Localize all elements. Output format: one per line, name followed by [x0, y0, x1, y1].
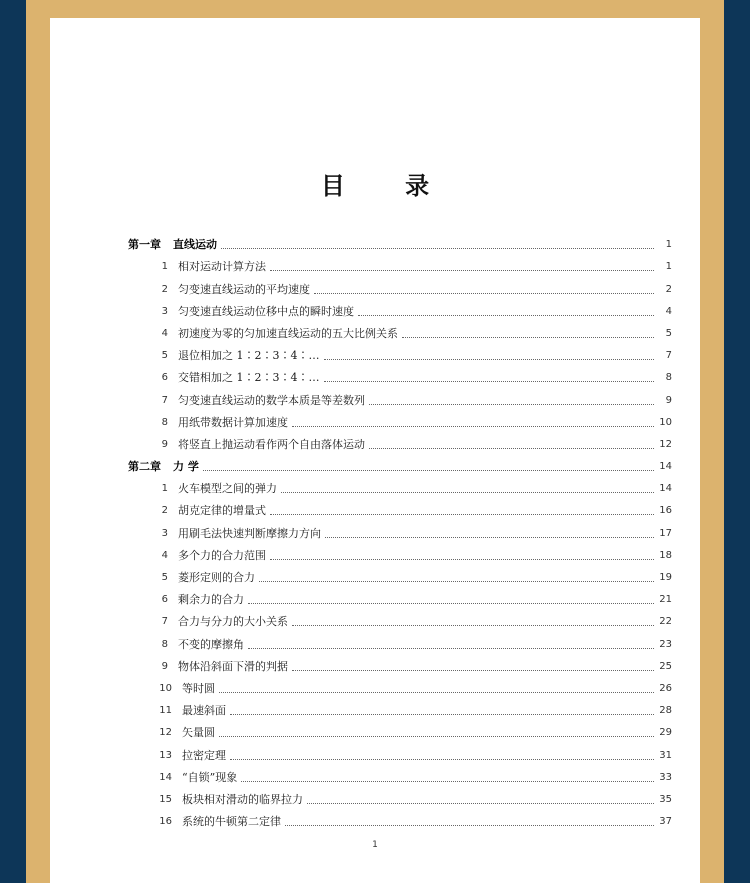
- item-title: 板块相对滑动的临界拉力: [182, 792, 303, 806]
- item-number: 1: [161, 261, 168, 273]
- item-title: 相对运动计算方法: [178, 260, 266, 274]
- page-number: 1: [372, 840, 378, 850]
- toc-item[interactable]: [128, 319, 672, 341]
- page-ref: 12: [659, 438, 672, 450]
- item-title: 多个力的合力范围: [178, 548, 266, 562]
- item-title: 匀变速直线运动的平均速度: [178, 282, 310, 296]
- toc-item[interactable]: [128, 274, 672, 296]
- item-title: 交错相加之 1∶2∶3∶4∶…: [178, 371, 320, 385]
- page-ref: 33: [659, 771, 672, 783]
- item-title: 胡克定律的增量式: [178, 504, 266, 518]
- item-number: 4: [161, 327, 168, 339]
- chapter-title: 直线运动: [173, 238, 217, 252]
- leader-dots: [221, 247, 654, 249]
- leader-dots: [292, 624, 654, 626]
- item-title: 用刷毛法快速判断摩擦力方向: [178, 526, 321, 540]
- chapter-label: 第二章: [128, 460, 161, 474]
- item-title: 系统的牛顿第二定律: [182, 815, 281, 829]
- item-title: 用纸带数据计算加速度: [178, 415, 288, 429]
- item-title: 等时圆: [182, 681, 215, 695]
- item-title: “自锁”现象: [182, 770, 238, 784]
- page-ref: 28: [659, 705, 672, 717]
- toc-item[interactable]: [128, 297, 672, 319]
- page-ref: 14: [659, 461, 672, 473]
- leader-dots: [369, 403, 654, 405]
- chapter-label: 第一章: [128, 238, 161, 252]
- page-ref: 9: [665, 394, 672, 406]
- page-ref: 37: [659, 816, 672, 828]
- page-ref: 25: [659, 660, 672, 672]
- toc-item[interactable]: [128, 496, 672, 518]
- item-title: 拉密定理: [182, 748, 226, 762]
- page-ref: 23: [659, 638, 672, 650]
- page-ref: 2: [665, 283, 672, 295]
- item-number: 16: [159, 816, 172, 828]
- table-of-contents: [128, 230, 672, 829]
- page-ref: 17: [659, 527, 672, 539]
- item-number: 5: [161, 350, 168, 362]
- toc-item[interactable]: [128, 252, 672, 274]
- toc-item[interactable]: [128, 341, 672, 363]
- item-number: 8: [161, 638, 168, 650]
- item-number: 11: [159, 705, 172, 717]
- toc-item[interactable]: [128, 807, 672, 829]
- page-ref: 29: [659, 727, 672, 739]
- toc-item[interactable]: [128, 474, 672, 496]
- page-ref: 5: [665, 327, 672, 339]
- leader-dots: [292, 669, 654, 671]
- leader-dots: [259, 580, 654, 582]
- leader-dots: [358, 314, 654, 316]
- toc-chapter[interactable]: [128, 230, 672, 252]
- toc-item[interactable]: [128, 652, 672, 674]
- item-number: 6: [161, 372, 168, 384]
- toc-item[interactable]: [128, 430, 672, 452]
- page-ref: 1: [665, 261, 672, 273]
- page-sheet: [50, 18, 700, 883]
- leader-dots: [230, 758, 654, 760]
- item-title: 剩余力的合力: [178, 593, 244, 607]
- item-number: 12: [159, 727, 172, 739]
- item-title: 火车模型之间的弹力: [178, 482, 277, 496]
- item-number: 3: [161, 305, 168, 317]
- leader-dots: [241, 780, 654, 782]
- item-title: 菱形定则的合力: [178, 571, 255, 584]
- leader-dots: [219, 691, 654, 693]
- item-number: 7: [161, 616, 168, 628]
- item-number: 14: [159, 771, 172, 783]
- item-title: 将竖直上抛运动看作两个自由落体运动: [178, 437, 365, 451]
- item-title: 合力与分力的大小关系: [178, 615, 288, 629]
- toc-item[interactable]: [128, 408, 672, 430]
- item-title: 退位相加之 1∶2∶3∶4∶…: [178, 349, 320, 363]
- leader-dots: [314, 292, 654, 294]
- item-title: 物体沿斜面下滑的判据: [178, 659, 288, 673]
- toc-item[interactable]: [128, 785, 672, 807]
- item-number: 4: [161, 549, 168, 561]
- item-title: 初速度为零的匀加速直线运动的五大比例关系: [178, 326, 398, 340]
- page-ref: 18: [659, 549, 672, 561]
- leader-dots: [270, 558, 654, 560]
- page-ref: 21: [659, 594, 672, 606]
- item-number: 9: [161, 660, 168, 672]
- item-number: 8: [161, 416, 168, 428]
- leader-dots: [369, 447, 654, 449]
- page-ref: 8: [665, 372, 672, 384]
- leader-dots: [324, 380, 655, 382]
- item-title: 匀变速直线运动位移中点的瞬时速度: [178, 304, 354, 318]
- page-ref: 31: [659, 749, 672, 761]
- item-number: 5: [161, 572, 168, 583]
- item-title: 匀变速直线运动的数学本质是等差数列: [178, 393, 365, 407]
- leader-dots: [248, 602, 654, 604]
- page-ref: 26: [659, 682, 672, 694]
- leader-dots: [307, 802, 654, 804]
- leader-dots: [248, 647, 654, 649]
- toc-item[interactable]: [128, 763, 672, 785]
- toc-item[interactable]: [128, 541, 672, 563]
- leader-dots: [230, 713, 654, 715]
- page-ref: 19: [659, 572, 672, 583]
- page-ref: 7: [665, 350, 672, 362]
- toc-item[interactable]: [128, 674, 672, 696]
- leader-dots: [325, 536, 654, 538]
- item-number: 1: [161, 483, 168, 495]
- item-number: 10: [159, 682, 172, 694]
- leader-dots: [270, 269, 654, 271]
- toc-item[interactable]: [128, 363, 672, 385]
- item-number: 2: [161, 505, 168, 517]
- toc-item[interactable]: [128, 696, 672, 718]
- item-number: 7: [161, 394, 168, 406]
- page-title: 目 录: [320, 171, 456, 200]
- toc-item[interactable]: [128, 718, 672, 740]
- page-ref: 4: [665, 305, 672, 317]
- page-ref: 16: [659, 505, 672, 517]
- page-ref: 1: [665, 239, 672, 251]
- page-ref: 10: [659, 416, 672, 428]
- toc-item[interactable]: [128, 629, 672, 651]
- toc-item[interactable]: [128, 385, 672, 407]
- leader-dots: [324, 358, 655, 360]
- leader-dots: [219, 735, 654, 737]
- item-number: 9: [161, 438, 168, 450]
- leader-dots: [203, 469, 654, 471]
- toc-item[interactable]: [128, 585, 672, 607]
- page-ref: 22: [659, 616, 672, 628]
- leader-dots: [402, 336, 654, 338]
- leader-dots: [270, 513, 654, 515]
- leader-dots: [285, 824, 654, 826]
- item-title: 不变的摩擦角: [178, 637, 244, 651]
- page-ref: 14: [659, 483, 672, 495]
- item-title: 矢量圆: [182, 726, 215, 740]
- leader-dots: [292, 425, 654, 427]
- toc-item[interactable]: [128, 740, 672, 762]
- item-number: 13: [159, 749, 172, 761]
- item-title: 最速斜面: [182, 704, 226, 718]
- chapter-title: 力 学: [173, 460, 199, 474]
- item-number: 15: [159, 793, 172, 805]
- toc-item[interactable]: [128, 607, 672, 629]
- toc-item[interactable]: [128, 563, 672, 585]
- toc-chapter[interactable]: [128, 452, 672, 474]
- leader-dots: [281, 491, 654, 493]
- item-number: 6: [161, 594, 168, 606]
- page-ref: 35: [659, 793, 672, 805]
- item-number: 3: [161, 527, 168, 539]
- toc-item[interactable]: [128, 518, 672, 540]
- item-number: 2: [161, 283, 168, 295]
